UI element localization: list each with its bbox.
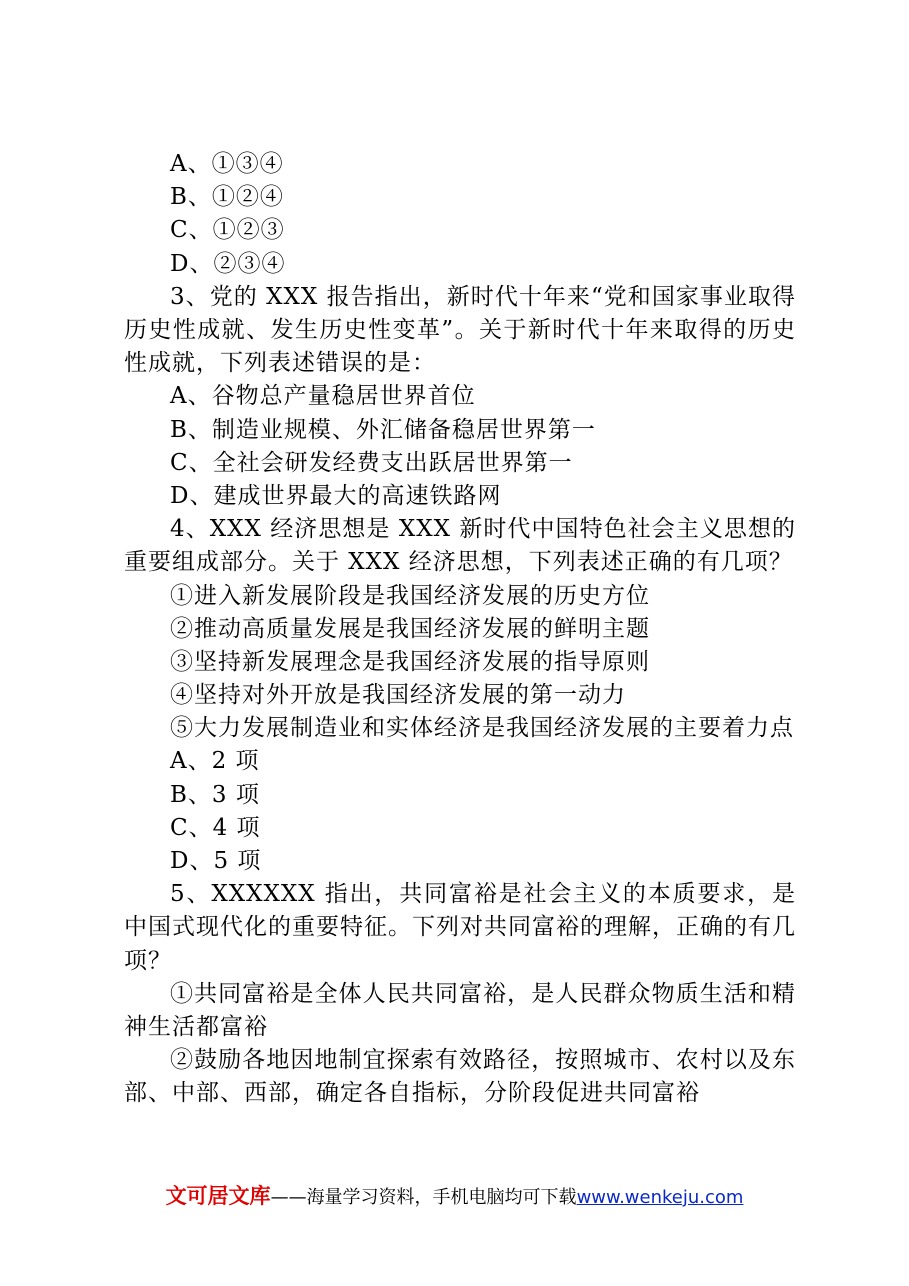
- statement-line: ①进入新发展阶段是我国经济发展的历史方位: [170, 582, 650, 609]
- option-line: B、制造业规模、外汇储备稳居世界第一: [170, 416, 596, 443]
- option-line: A、2 项: [170, 748, 260, 775]
- question-3: 3、党的 XXX 报告指出，新时代十年来“党和国家事业取得历史性成就、发生历史性变革”。关于新时代十年来取得的历史性成就，下列表述错误的是：: [124, 283, 796, 377]
- option-line: C、①②③: [170, 217, 285, 244]
- statement-line: ②推动高质量发展是我国经济发展的鲜明主题: [170, 615, 650, 642]
- footer-slogan: ——海量学习资料，手机电脑均可下载: [270, 1187, 577, 1208]
- question-5: 5、XXXXXX 指出，共同富裕是社会主义的本质要求，是中国式现代化的重要特征。下列对共同富裕的理解，正确的有几项？: [124, 881, 796, 974]
- statement-line: ③坚持新发展理念是我国经济发展的指导原则: [170, 648, 650, 675]
- option-line: A、①③④: [170, 151, 284, 177]
- option-line: C、全社会研发经费支出跃居世界第一: [170, 449, 573, 476]
- statement-line: ④坚持对外开放是我国经济发展的第一动力: [170, 682, 626, 709]
- option-line: D、5 项: [170, 848, 262, 875]
- option-line: B、3 项: [170, 781, 260, 808]
- footer-banner: [0, 1180, 909, 1210]
- statement-line: ①共同富裕是全体人民共同富裕，是人民群众物质生活和精神生活都富裕: [124, 980, 796, 1041]
- website-link[interactable]: www.wenkeju.com: [576, 1187, 744, 1208]
- statement-line: ⑤大力发展制造业和实体经济是我国经济发展的主要着力点: [170, 715, 794, 742]
- option-line: D、②③④: [170, 250, 286, 277]
- brand-name: 文可居文库: [165, 1184, 271, 1208]
- question-4: 4、XXX 经济思想是 XXX 新时代中国特色社会主义思想的重要组成部分。关于 XXX 经济思想，下列表述正确的有几项？: [124, 516, 796, 576]
- option-line: A、谷物总产量稳居世界首位: [170, 383, 476, 410]
- statement-line: ②鼓励各地因地制宜探索有效路径，按照城市、农村以及东部、中部、西部，确定各自指标，分阶段促进共同富裕: [124, 1047, 796, 1107]
- option-line: B、①②④: [170, 184, 284, 211]
- option-line: C、4 项: [170, 814, 261, 841]
- option-line: D、建成世界最大的高速铁路网: [170, 482, 502, 509]
- document-body: [124, 148, 796, 1111]
